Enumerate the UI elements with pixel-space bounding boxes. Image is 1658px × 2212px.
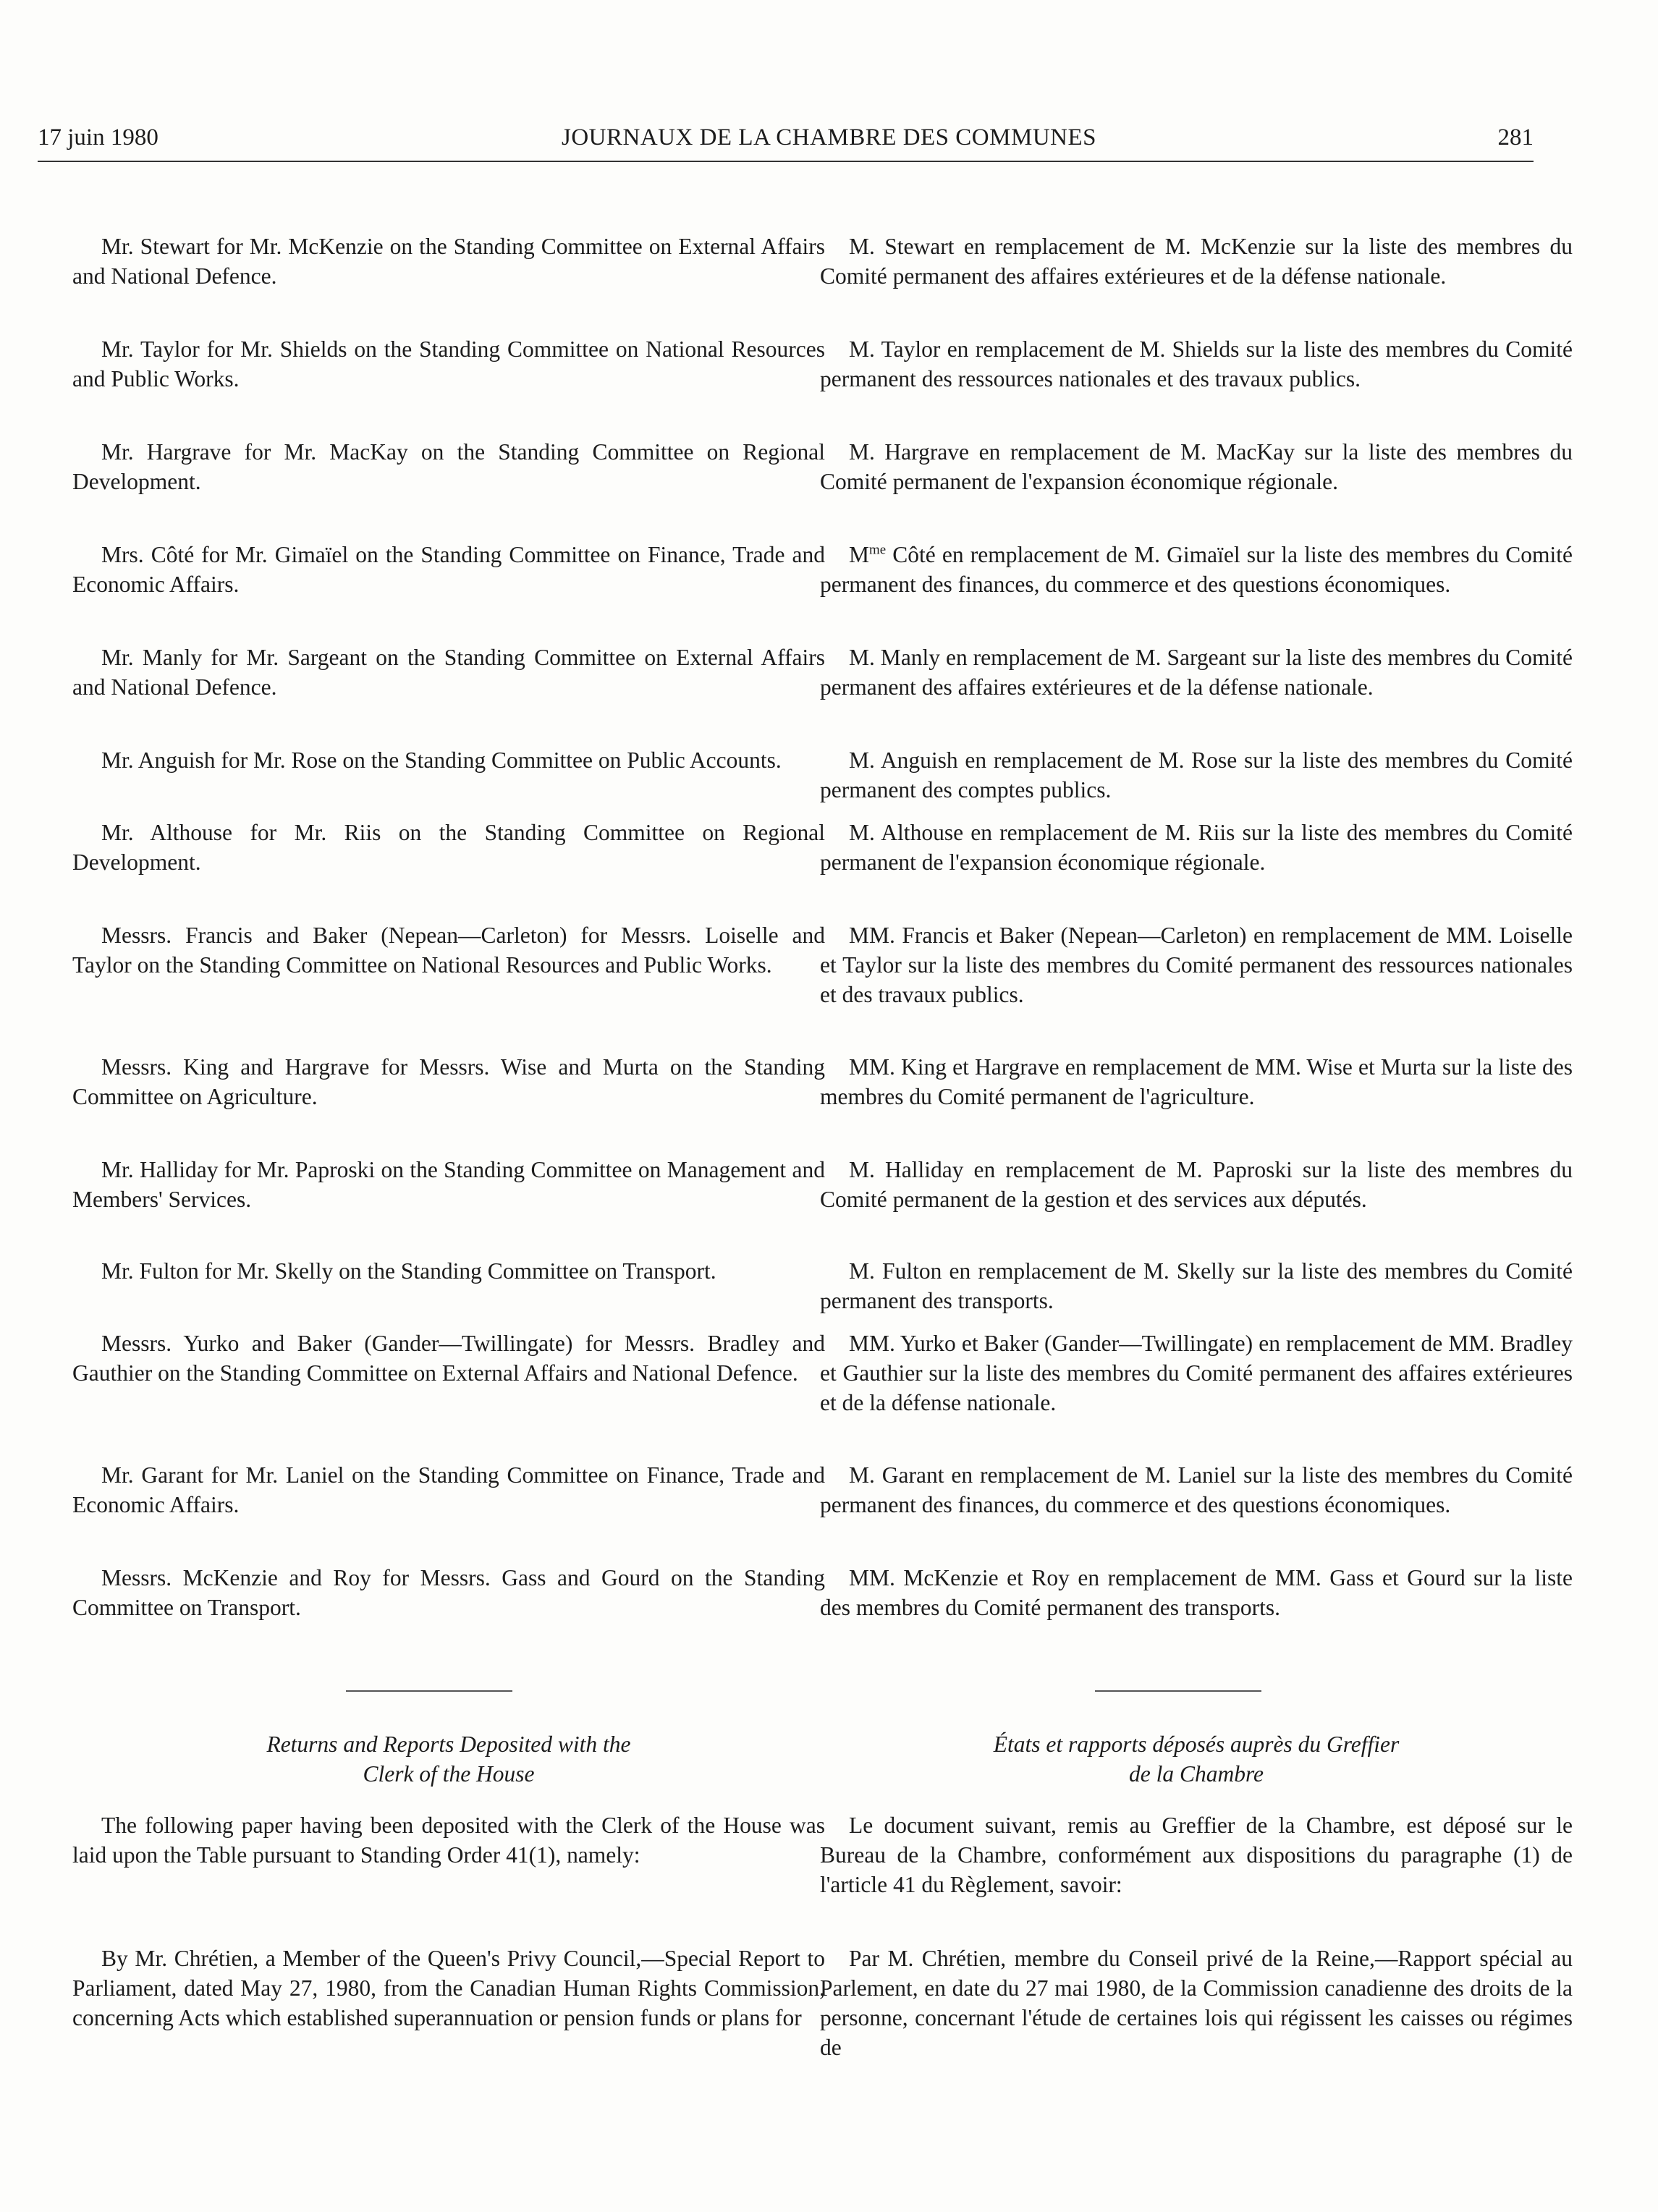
- section-separator: [346, 1690, 512, 1692]
- substitution-text: Côté en remplacement de M. Gimaïel sur la liste des membres du Comité permanent des finances, du commerce et des questions économiques.: [820, 542, 1573, 597]
- intro-paragraph: Le document suivant, remis au Greffier de la Chambre, est déposé sur le Bureau de la Chambre, conformément aux dispositions du paragraphe (1) de l'article 41 du Règlement, savoir:: [820, 1813, 1573, 1897]
- substitution-entry: Mr. Anguish for Mr. Rose on the Standing Committee on Public Accounts.: [101, 747, 782, 773]
- substitution-entry: M. Taylor en remplacement de M. Shields sur la liste des membres du Comité permanent des ressources nationales et des travaux publics.: [820, 336, 1573, 391]
- substitution-entry: M. Fulton en remplacement de M. Skelly sur la liste des membres du Comité permanent des transports.: [820, 1258, 1573, 1313]
- section-heading-line2: Clerk of the House: [363, 1761, 535, 1787]
- intro-paragraph: The following paper having been deposited with the Clerk of the House was laid upon the Table pursuant to Standing Order 41(1), namely:: [72, 1813, 825, 1868]
- section-heading-line1: Returns and Reports Deposited with the: [266, 1732, 631, 1757]
- section-heading: [72, 1729, 825, 1789]
- substitution-entry: MM. McKenzie et Roy en remplacement de MM. Gass et Gourd sur la liste des membres du Comité permanent des transports.: [820, 1565, 1573, 1620]
- substitution-entry: Messrs. King and Hargrave for Messrs. Wise and Murta on the Standing Committee on Agriculture.: [72, 1054, 825, 1109]
- substitution-entry: M. Stewart en remplacement de M. McKenzie sur la liste des membres du Comité permanent des affaires extérieures et de la défense nationale.: [820, 234, 1573, 289]
- substitution-entry: Mr. Garant for Mr. Laniel on the Standing Committee on Finance, Trade and Economic Affairs.: [72, 1462, 825, 1517]
- substitution-entry: M. Manly en remplacement de M. Sargeant sur la liste des membres du Comité permanent des affaires extérieures et de la défense nationale.: [820, 645, 1573, 700]
- substitution-entry: MM. Yurko et Baker (Gander—Twillingate) en remplacement de MM. Bradley et Gauthier sur la liste des membres du Comité permanent des affaires extérieures et de la défense nationale.: [820, 1331, 1573, 1415]
- substitution-entry: M. Althouse en remplacement de M. Riis sur la liste des membres du Comité permanent de l'expansion économique régionale.: [820, 820, 1573, 875]
- substitution-entry: M. Garant en remplacement de M. Laniel sur la liste des membres du Comité permanent des finances, du commerce et des questions économiques.: [820, 1462, 1573, 1517]
- report-paragraph: By Mr. Chrétien, a Member of the Queen's Privy Council,—Special Report to Parliament, dated May 27, 1980, from the Canadian Human Rights Commission, concerning Acts which established superannuation or pension funds or plans for: [72, 1946, 825, 2030]
- substitution-entry: M. Anguish en remplacement de M. Rose sur la liste des membres du Comité permanent des comptes publics.: [820, 747, 1573, 802]
- section-heading: [820, 1729, 1573, 1789]
- substitution-entry: Mr. Fulton for Mr. Skelly on the Standing Committee on Transport.: [101, 1258, 716, 1284]
- section-separator: [1095, 1690, 1261, 1692]
- substitution-entry: Mr. Manly for Mr. Sargeant on the Standing Committee on External Affairs and National Defence.: [72, 645, 825, 700]
- substitution-entry: Mr. Halliday for Mr. Paproski on the Standing Committee on Management and Members' Services.: [72, 1157, 825, 1212]
- mme-superscript: me: [869, 542, 887, 558]
- substitution-entry: Messrs. Francis and Baker (Nepean—Carleton) for Messrs. Loiselle and Taylor on the Standing Committee on National Resources and Public Works.: [72, 923, 825, 978]
- substitution-entry: Messrs. McKenzie and Roy for Messrs. Gass and Gourd on the Standing Committee on Transport.: [72, 1565, 825, 1620]
- section-heading-line2: de la Chambre: [1128, 1761, 1264, 1787]
- section-heading-line1: États et rapports déposés auprès du Greffier: [993, 1732, 1400, 1757]
- substitution-entry: M. Halliday en remplacement de M. Paproski sur la liste des membres du Comité permanent de la gestion et des services aux députés.: [820, 1157, 1573, 1212]
- substitution-entry: Messrs. Yurko and Baker (Gander—Twillingate) for Messrs. Bradley and Gauthier on the Standing Committee on External Affairs and National Defence.: [72, 1331, 825, 1386]
- header-title: JOURNAUX DE LA CHAMBRE DES COMMUNES: [562, 124, 1096, 151]
- substitution-entry: M. Hargrave en remplacement de M. MacKay sur la liste des membres du Comité permanent de l'expansion économique régionale.: [820, 439, 1573, 494]
- substitution-entry: Mr. Althouse for Mr. Riis on the Standing Committee on Regional Development.: [72, 820, 825, 875]
- substitution-entry: Mr. Stewart for Mr. McKenzie on the Standing Committee on External Affairs and National Defence.: [72, 234, 825, 289]
- report-paragraph: Par M. Chrétien, membre du Conseil privé de la Reine,—Rapport spécial au Parlement, en date du 27 mai 1980, de la Commission canadienne des droits de la personne, concernant l'étude de certaines lois qui régissent les caisses ou régimes de: [820, 1946, 1573, 2060]
- substitution-entry: Mr. Taylor for Mr. Shields on the Standing Committee on National Resources and Public Works.: [72, 336, 825, 391]
- substitution-entry: MM. King et Hargrave en remplacement de MM. Wise et Murta sur la liste des membres du Comité permanent de l'agriculture.: [820, 1054, 1573, 1109]
- substitution-entry: Mr. Hargrave for Mr. MacKay on the Standing Committee on Regional Development.: [72, 439, 825, 494]
- substitution-entry: [820, 540, 1573, 599]
- substitution-entry: MM. Francis et Baker (Nepean—Carleton) en remplacement de MM. Loiselle et Taylor sur la liste des membres du Comité permanent des ressources nationales et des travaux publics.: [820, 923, 1573, 1007]
- mme-prefix: M: [849, 542, 870, 567]
- substitution-entry: Mrs. Côté for Mr. Gimaïel on the Standing Committee on Finance, Trade and Economic Affairs.: [72, 542, 825, 597]
- header-date: 17 juin 1980: [38, 124, 158, 151]
- header-rule: [38, 161, 1534, 162]
- page-header: [0, 124, 1658, 168]
- page-number: 281: [1497, 124, 1534, 151]
